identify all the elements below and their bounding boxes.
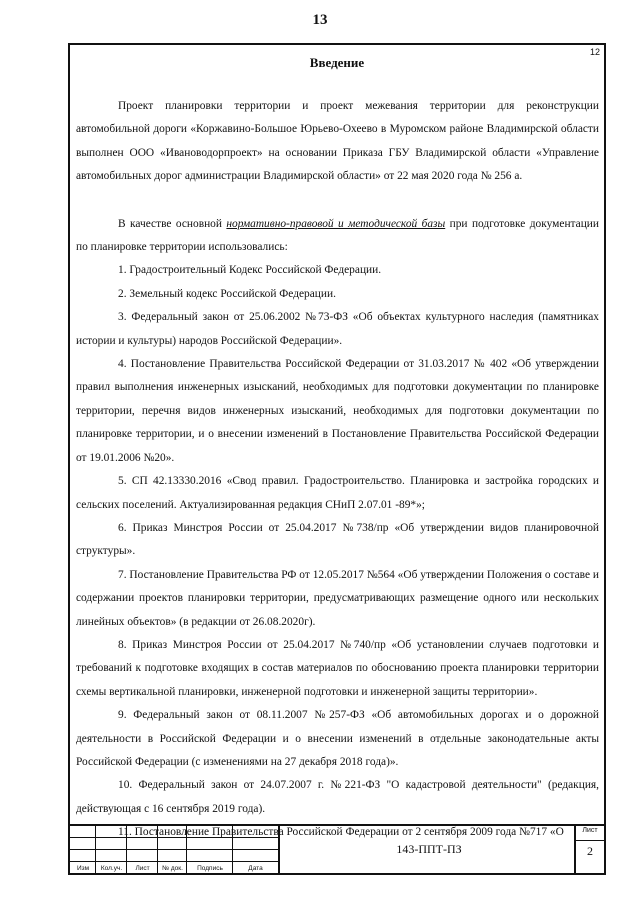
sheet-label: Лист (582, 827, 598, 834)
intro-paragraph: Проект планировки территории и проект межевания территории для реконструкции автомобильной дороги «Коржавино-Большое Юрьево-Охеево в Муромском районе Владимирской области выполнен ООО «Ивановодорпроект» на основании Приказа ГБУ Владимирской области «Управление автомобильных дорог администрации Владимирской области» от 22 мая 2020 года № 256 а. (76, 100, 599, 183)
list-item: 10. Федеральный закон от 24.07.2007 г. №221-ФЗ "О кадастровой деятельности" (редакция, действующая с 16 сентября 2019 года). (76, 779, 599, 815)
list-item: 2. Земельный кодекс Российской Федерации. (118, 287, 336, 300)
list-item: 7. Постановление Правительства РФ от 12.05.2017 №564 «Об утверждении Положения о составе и содержании проектов планировки территории, предусматривающих размещение одного или нескольких линейных объектов» (в редакции от 26.08.2020г). (76, 568, 599, 628)
list-item: 6. Приказ Минстроя России от 25.04.2017 №738/пр «Об утверждении видов планировочной структуры». (76, 521, 599, 558)
sheet-corner-number: 12 (589, 47, 600, 57)
basis-text-before: В качестве основной (118, 217, 227, 230)
sheet-cell (574, 826, 604, 873)
list-item: 3. Федеральный закон от 25.06.2002 №73-ФЗ «Об объектах культурного наследия (памятниках истории и культуры) народов Российской Федерации». (76, 311, 599, 347)
title-block (70, 824, 604, 873)
section-title: Введение (309, 55, 365, 70)
basis-emphasis: нормативно-правовой и методической базы (226, 217, 446, 230)
col-label-izm: Изм (76, 865, 90, 872)
col-label-kol-uch: Кол.уч. (100, 865, 123, 872)
list-item: 8. Приказ Минстроя России от 25.04.2017 №740/пр «Об установлении случаев подготовки и требований к подготовке входящих в состав материалов по обоснованию проекта планировки территории схемы вертикальной планировки, инженерной подготовки и инженерной защиты территории». (76, 638, 599, 698)
basis-text-after: при подготовке документации по планировке территории использовались: (76, 217, 599, 254)
col-label-signature: Подпись (197, 865, 223, 872)
page-number: 13 (312, 12, 328, 28)
sheet-number: 2 (587, 844, 593, 858)
revision-table (70, 826, 278, 873)
list-item: 1. Градостроительный Кодекс Российской Федерации. (118, 264, 382, 277)
col-label-doc: № док. (162, 865, 183, 872)
col-label-list: Лист (135, 865, 150, 872)
basis-paragraph (76, 213, 599, 260)
list-item: 5. СП 42.13330.2016 «Свод правил. Градостроительство. Планировка и застройка городских и сельских поселений. Актуализированная редакция СНиП 2.07.01 -89*»; (76, 475, 599, 511)
document-body (76, 95, 599, 845)
document-frame (68, 43, 606, 875)
list-item: 4. Постановление Правительства Российской Федерации от 31.03.2017 № 402 «Об утверждении правил выполнения инженерных изысканий, необходимых для подготовки документации по планировке территории, перечня видов инженерных изысканий, необходимых для подготовки документации по планировке территории, и о внесении изменений в Постановление Правительства Российской Федерации от 19.01.2006 №20». (76, 358, 599, 464)
col-label-date: Дата (248, 865, 263, 872)
list-item: 11. Постановление Правительства Российской Федерации от 2 сентября 2009 года №717 «О (118, 826, 564, 839)
list-item: 9. Федеральный закон от 08.11.2007 №257-ФЗ «Об автомобильных дорогах и о дорожной деятельности в Российской Федерации и о внесении изменений в отдельные законодательные акты Российской Федерации (с изменениями на 27 декабря 2018 года)». (76, 709, 599, 768)
document-code: 143-ППТ-ПЗ (278, 826, 578, 873)
